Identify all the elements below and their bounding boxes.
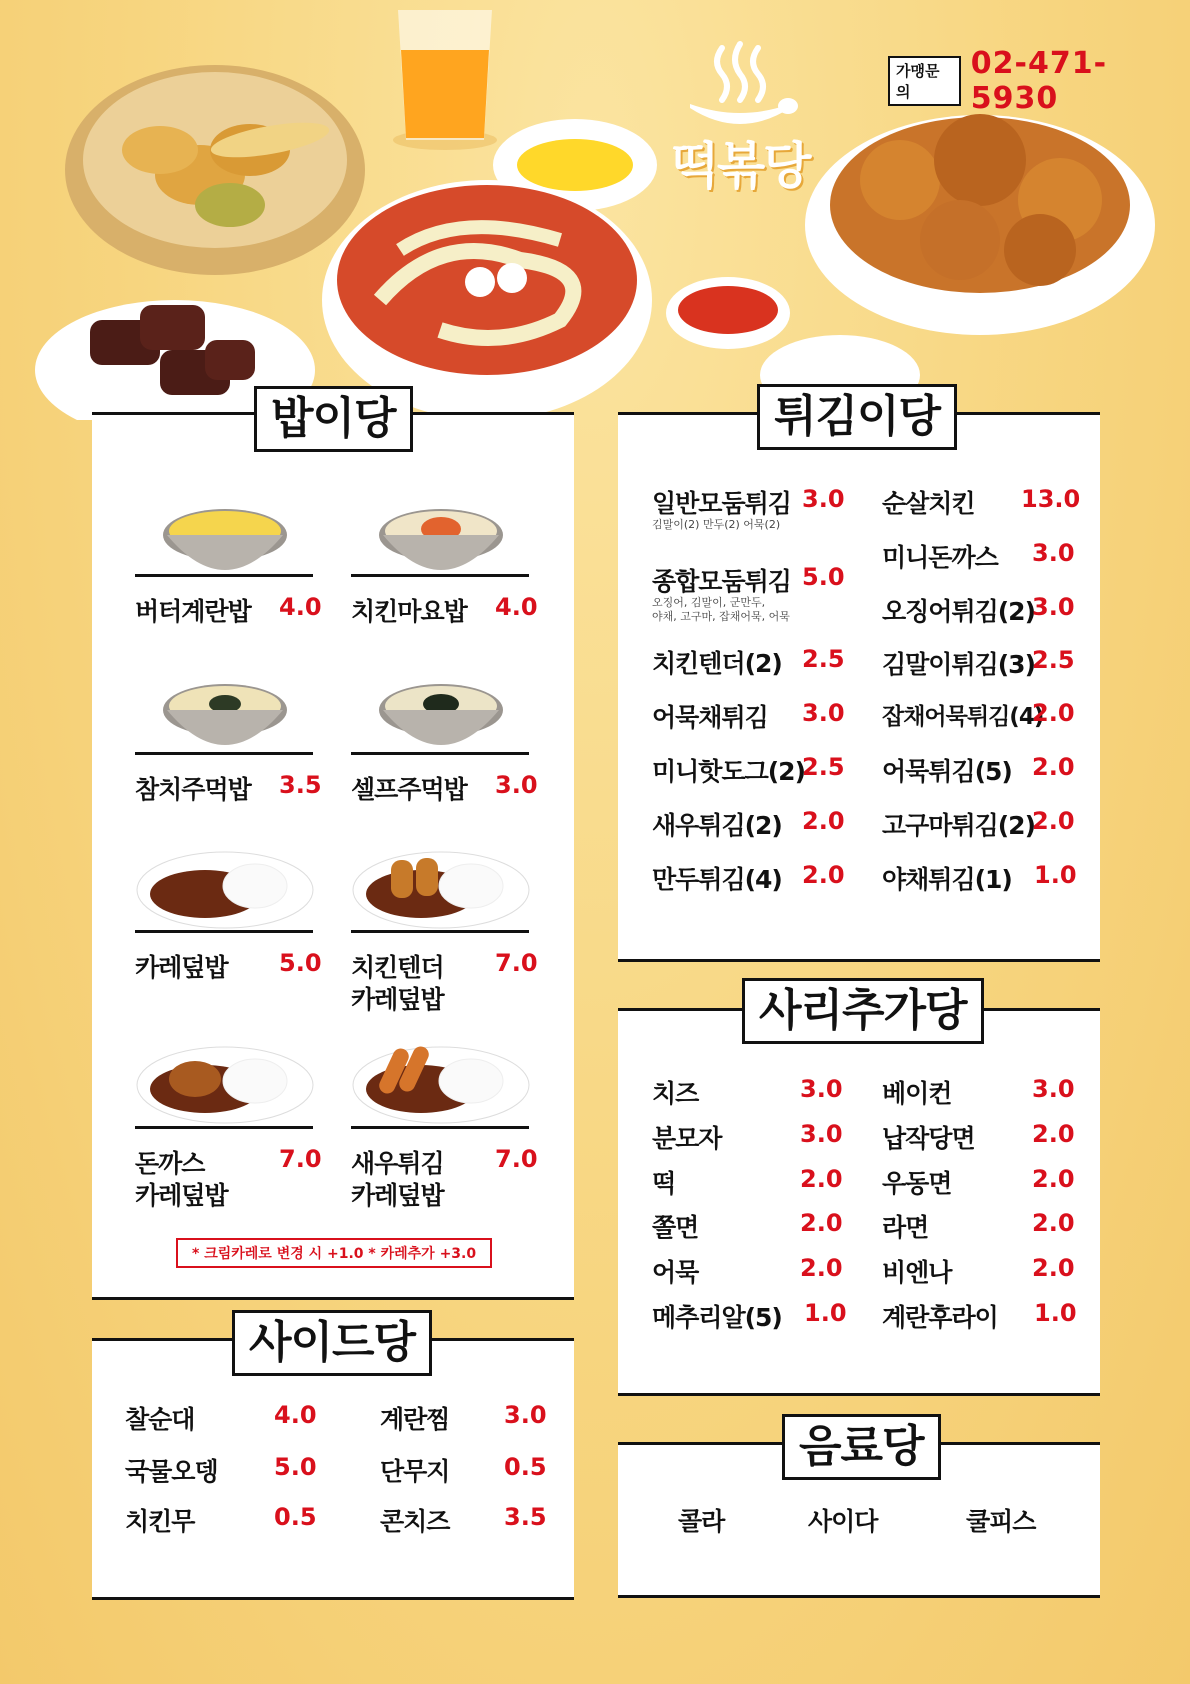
menu-item-price: 3.0 (1032, 1075, 1075, 1103)
franchise-phone: 02-471-5930 (970, 46, 1108, 116)
menu-item-price: 2.0 (802, 807, 845, 835)
menu-item-description: 김말이(2) 만두(2) 어묵(2) (652, 518, 781, 531)
menu-item-name: 만두튀김(4) (652, 865, 782, 894)
menu-item-price: 3.0 (1032, 593, 1075, 621)
menu-item-price: 13.0 (1021, 485, 1081, 513)
menu-item-price: 4.0 (495, 593, 538, 621)
menu-item-price: 1.0 (1034, 861, 1077, 889)
menu-item-price: 7.0 (495, 1145, 538, 1173)
menu-item-name: 일반모둠튀김 (652, 489, 791, 518)
extra-panel (618, 1008, 1100, 1396)
menu-item-price: 5.0 (274, 1453, 317, 1481)
menu-item-name-line2: 카레덮밥 (351, 1181, 444, 1210)
divider (351, 574, 529, 577)
menu-item-price: 2.0 (802, 861, 845, 889)
menu-item-price: 2.0 (1032, 1254, 1075, 1282)
divider (351, 1126, 529, 1129)
steam-bowl-icon (660, 40, 820, 140)
menu-item-name: 버터계란밥 (135, 597, 251, 626)
drink-item: 콜라 (678, 1507, 725, 1536)
franchise-contact (888, 46, 1190, 116)
menu-item-name: 고구마튀김(2) (882, 811, 1035, 840)
menu-item-name: 어묵 (652, 1258, 699, 1287)
menu-item-name: 우동면 (882, 1169, 952, 1198)
menu-item-name: 계란후라이 (882, 1303, 998, 1332)
brand-logo (660, 40, 820, 195)
menu-item-name: 라면 (882, 1213, 929, 1242)
menu-item-name: 메추리알(5) (652, 1303, 782, 1332)
menu-item-name-line2: 카레덮밥 (135, 1181, 228, 1210)
menu-item-name: 카레덮밥 (135, 953, 228, 982)
menu-item-name-line2: 카레덮밥 (351, 985, 444, 1014)
menu-item-price: 2.0 (1032, 807, 1075, 835)
menu-item-price: 2.0 (800, 1209, 843, 1237)
menu-item-name: 계란찜 (380, 1405, 450, 1434)
menu-item-price: 2.5 (802, 645, 845, 673)
side-title: 사이드당 (232, 1310, 432, 1376)
menu-item-name: 어묵튀김(5) (882, 757, 1012, 786)
menu-item-price: 2.5 (1032, 646, 1075, 674)
menu-item-price: 4.0 (274, 1401, 317, 1429)
menu-item-name: 야채튀김(1) (882, 865, 1012, 894)
menu-item-price: 3.0 (504, 1401, 547, 1429)
menu-item-name: 미니돈까스 (882, 543, 998, 572)
menu-item-name: 새우튀김 (351, 1149, 444, 1178)
menu-item-price: 3.0 (802, 485, 845, 513)
menu-item-price: 3.0 (800, 1120, 843, 1148)
menu-item-price: 4.0 (279, 593, 322, 621)
rice-title: 밥이당 (254, 386, 413, 452)
menu-item-price: 7.0 (495, 949, 538, 977)
menu-item-price: 3.0 (800, 1075, 843, 1103)
menu-item-price: 2.0 (800, 1165, 843, 1193)
menu-item-price: 1.0 (1034, 1299, 1077, 1327)
menu-item-price: 7.0 (279, 1145, 322, 1173)
menu-item-price: 0.5 (504, 1453, 547, 1481)
menu-item-price: 5.0 (279, 949, 322, 977)
brand-name: 떡볶당 (670, 137, 810, 195)
menu-item-name: 치즈 (652, 1079, 699, 1108)
menu-item-price: 1.0 (804, 1299, 847, 1327)
drink-title: 음료당 (782, 1414, 941, 1480)
menu-item-name: 잡채어묵튀김(4) (882, 704, 1044, 730)
menu-item-name: 국물오뎅 (125, 1457, 218, 1486)
menu-item-name: 콘치즈 (380, 1507, 450, 1536)
menu-item-price: 2.0 (1032, 699, 1075, 727)
divider (351, 930, 529, 933)
menu-item-price: 2.0 (800, 1254, 843, 1282)
franchise-label: 가맹문의 (888, 56, 961, 106)
menu-item-price: 3.5 (279, 771, 322, 799)
divider (135, 930, 313, 933)
menu-item-name: 치킨마요밥 (351, 597, 467, 626)
menu-item-price: 2.0 (1032, 1165, 1075, 1193)
fried-title: 튀김이당 (757, 384, 957, 450)
menu-item-name: 순살치킨 (882, 489, 975, 518)
menu-item-name: 떡 (652, 1169, 676, 1198)
menu-item-price: 3.0 (1032, 539, 1075, 567)
menu-item-name: 새우튀김(2) (652, 811, 782, 840)
drink-item: 쿨피스 (966, 1507, 1036, 1536)
menu-item-price: 2.5 (802, 753, 845, 781)
menu-item-name: 김말이튀김(3) (882, 650, 1035, 679)
menu-item-price: 3.0 (802, 699, 845, 727)
menu-item-name: 찰순대 (125, 1405, 195, 1434)
menu-item-name: 치킨무 (125, 1507, 195, 1536)
divider (135, 752, 313, 755)
menu-item-price: 2.0 (1032, 1120, 1075, 1148)
menu-item-name: 어묵채튀김 (652, 703, 768, 732)
divider (135, 574, 313, 577)
menu-item-name: 베이컨 (882, 1079, 952, 1108)
drink-item: 사이다 (808, 1507, 878, 1536)
menu-item-name: 오징어튀김(2) (882, 597, 1035, 626)
menu-item-price: 2.0 (1032, 753, 1075, 781)
menu-item-price: 5.0 (802, 563, 845, 591)
menu-item-name: 단무지 (380, 1457, 450, 1486)
menu-item-name: 미니핫도그(2) (652, 757, 805, 786)
menu-item-name: 종합모둠튀김 (652, 567, 791, 596)
menu-item-price: 2.0 (1032, 1209, 1075, 1237)
divider (135, 1126, 313, 1129)
menu-item-price: 3.5 (504, 1503, 547, 1531)
menu-item-name: 납작당면 (882, 1124, 975, 1153)
menu-item-price: 3.0 (495, 771, 538, 799)
menu-item-name: 쫄면 (652, 1213, 699, 1242)
divider (351, 752, 529, 755)
extra-title: 사리추가당 (742, 978, 984, 1044)
menu-item-description: 오징어, 김말이, 군만두, (652, 596, 766, 609)
menu-item-description: 야채, 고구마, 잡채어묵, 어묵 (652, 610, 790, 623)
menu-item-name: 치킨텐더(2) (652, 649, 782, 678)
rice-dish-images (92, 480, 574, 1150)
menu-item-name: 분모자 (652, 1124, 722, 1153)
menu-item-name: 돈까스 (135, 1149, 205, 1178)
menu-item-name: 셀프주먹밥 (351, 775, 467, 804)
menu-item-price: 0.5 (274, 1503, 317, 1531)
curry-option-note: * 크림카레로 변경 시 +1.0 * 카레추가 +3.0 (176, 1238, 492, 1268)
menu-item-name: 치킨텐더 (351, 953, 444, 982)
menu-item-name: 참치주먹밥 (135, 775, 251, 804)
menu-item-name: 비엔나 (882, 1258, 952, 1287)
